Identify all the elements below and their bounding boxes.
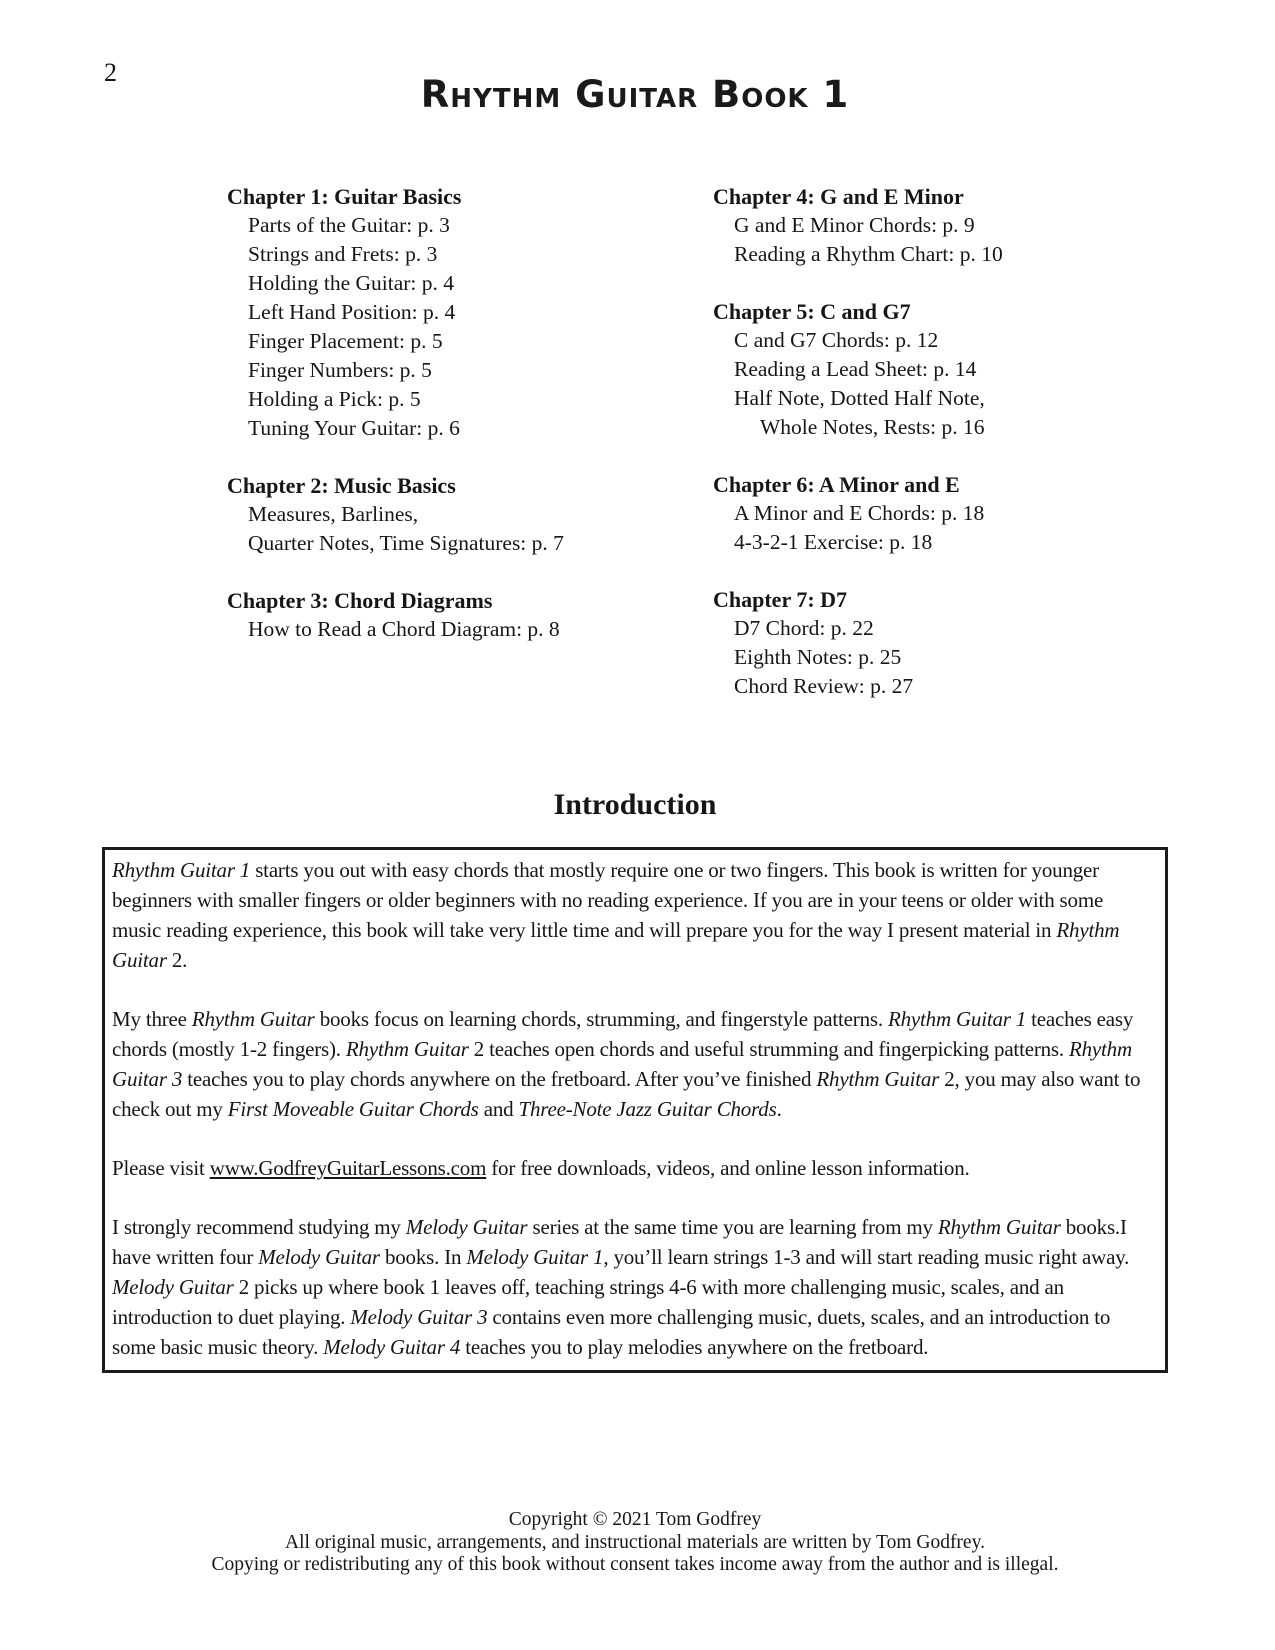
text-run: , you’ll learn strings 1-3 and will start reading music right away.: [603, 1245, 1130, 1269]
toc-item: Eighth Notes: p. 25: [734, 645, 902, 669]
text-run: First Moveable Guitar Chords: [227, 1097, 479, 1121]
footer-line: Copying or redistributing any of this book without consent takes income away from the author and is illegal.: [211, 1554, 1059, 1575]
chapter-heading: Chapter 7: D7: [713, 587, 848, 612]
toc-item: 4-3-2-1 Exercise: p. 18: [734, 530, 933, 554]
toc-item: D7 Chord: p. 22: [734, 616, 874, 640]
chapter-block: [227, 586, 713, 644]
chapter-block: [713, 585, 1235, 701]
chapter-block: [227, 471, 713, 558]
text-run: books.I have written four: [112, 1215, 1127, 1269]
chapter-heading: Chapter 2: Music Basics: [227, 473, 456, 498]
paragraph: [112, 855, 1151, 975]
toc-item: G and E Minor Chords: p. 9: [734, 213, 975, 237]
footer-line: All original music, arrangements, and instructional materials are written by Tom Godfrey.: [285, 1531, 985, 1553]
toc-item: Whole Notes, Rests: p. 16: [760, 415, 985, 439]
toc-item: Parts of the Guitar: p. 3: [248, 213, 450, 237]
text-run: Rhythm Guitar: [937, 1215, 1061, 1239]
chapter-block: [713, 470, 1235, 557]
toc-item: Holding the Guitar: p. 4: [248, 271, 455, 295]
text-run: 2 picks up where book 1 leaves off, teaching strings 4-6 with more challenging music, scales, and an introduction to duet playing.: [112, 1275, 1064, 1329]
text-run: 2, you may also want to check out my: [112, 1067, 1141, 1121]
chapter-heading: Chapter 3: Chord Diagrams: [227, 588, 493, 613]
toc-item: How to Read a Chord Diagram: p. 8: [248, 617, 560, 641]
page-number: 2: [104, 58, 117, 87]
text-run: teaches easy chords (mostly 1-2 fingers).: [112, 1007, 1134, 1061]
toc-item: Left Hand Position: p. 4: [248, 300, 456, 324]
text-run: Rhythm Guitar 1: [887, 1007, 1027, 1031]
footer-line: Copyright © 2021 Tom Godfrey: [508, 1509, 762, 1530]
book-title: Rhythm Guitar Book 1: [420, 73, 850, 116]
chapter-block: [713, 182, 1235, 269]
text-run: 2 teaches open chords and useful strumming and fingerpicking patterns.: [468, 1037, 1069, 1061]
chapter-heading: Chapter 1: Guitar Basics: [227, 184, 462, 209]
toc-item: Holding a Pick: p. 5: [248, 387, 421, 411]
introduction-heading: Introduction: [553, 788, 717, 821]
text-run: Melody Guitar 1: [466, 1245, 604, 1269]
toc-item: A Minor and E Chords: p. 18: [734, 501, 985, 525]
chapter-block: [713, 297, 1235, 442]
text-run: Melody Guitar 3: [350, 1305, 488, 1329]
chapter-heading: Chapter 5: C and G7: [713, 299, 911, 324]
toc-column-right: [713, 182, 1235, 701]
text-run: teaches you to play melodies anywhere on the fretboard.: [460, 1335, 929, 1359]
paragraph: [112, 1153, 1151, 1183]
text-run: Rhythm Guitar: [112, 918, 1120, 972]
text-run: for free downloads, videos, and online lesson information.: [486, 1156, 970, 1180]
toc-item: Finger Placement: p. 5: [248, 329, 443, 353]
toc-item: Quarter Notes, Time Signatures: p. 7: [248, 531, 564, 555]
copyright-footer: [102, 1509, 1168, 1577]
toc-item: Chord Review: p. 27: [734, 674, 914, 698]
toc-item: Tuning Your Guitar: p. 6: [248, 416, 460, 440]
text-run: Melody Guitar: [258, 1245, 380, 1269]
text-run: series at the same time you are learning from my: [527, 1215, 938, 1239]
text-run: Rhythm Guitar 1: [112, 858, 251, 882]
text-run: books. In: [379, 1245, 467, 1269]
text-run: Rhythm Guitar 3: [112, 1037, 1132, 1091]
toc-item: Reading a Rhythm Chart: p. 10: [734, 242, 1003, 266]
text-run: teaches you to play chords anywhere on the fretboard. After you’ve finished: [182, 1067, 817, 1091]
text-run: 2.: [166, 948, 188, 972]
introduction-box: [102, 847, 1168, 1373]
text-run: .: [776, 1097, 782, 1121]
paragraph: [112, 1212, 1151, 1362]
toc-item: Half Note, Dotted Half Note,: [734, 386, 985, 410]
text-run: Rhythm Guitar: [191, 1007, 315, 1031]
text-run: I strongly recommend studying my: [112, 1215, 406, 1239]
toc-item: C and G7 Chords: p. 12: [734, 328, 939, 352]
text-run: My three: [112, 1007, 192, 1031]
toc-item: Reading a Lead Sheet: p. 14: [734, 357, 977, 381]
text-run: Melody Guitar 4: [323, 1335, 461, 1359]
text-run: Please visit: [112, 1156, 210, 1180]
text-run: Rhythm Guitar: [345, 1037, 469, 1061]
text-run: starts you out with easy chords that mostly require one or two fingers. This book is written for younger beginners with smaller fingers or older beginners with no reading experience. If you are in your teens or older with some music reading experience, this book will take very little time and will prepare you for the way I present material in: [112, 858, 1104, 942]
text-run: contains even more challenging music, duets, scales, and an introduction to some basic music theory.: [112, 1305, 1111, 1359]
toc-item: Strings and Frets: p. 3: [248, 242, 438, 266]
chapter-heading: Chapter 6: A Minor and E: [713, 472, 960, 497]
toc-item: Measures, Barlines,: [248, 502, 419, 526]
text-run: Rhythm Guitar: [816, 1067, 940, 1091]
chapter-heading: Chapter 4: G and E Minor: [713, 184, 964, 209]
text-run: and: [478, 1097, 519, 1121]
website-link[interactable]: www.GodfreyGuitarLessons.com: [209, 1156, 487, 1180]
text-run: Three-Note Jazz Guitar Chords: [518, 1097, 777, 1121]
text-run: Melody Guitar: [405, 1215, 528, 1239]
toc-column-left: [227, 182, 713, 701]
table-of-contents: [227, 182, 1235, 701]
text-run: Melody Guitar: [112, 1275, 234, 1299]
text-run: books focus on learning chords, strumming, and fingerstyle patterns.: [314, 1007, 888, 1031]
chapter-block: [227, 182, 713, 443]
paragraph: [112, 1004, 1151, 1124]
toc-item: Finger Numbers: p. 5: [248, 358, 432, 382]
